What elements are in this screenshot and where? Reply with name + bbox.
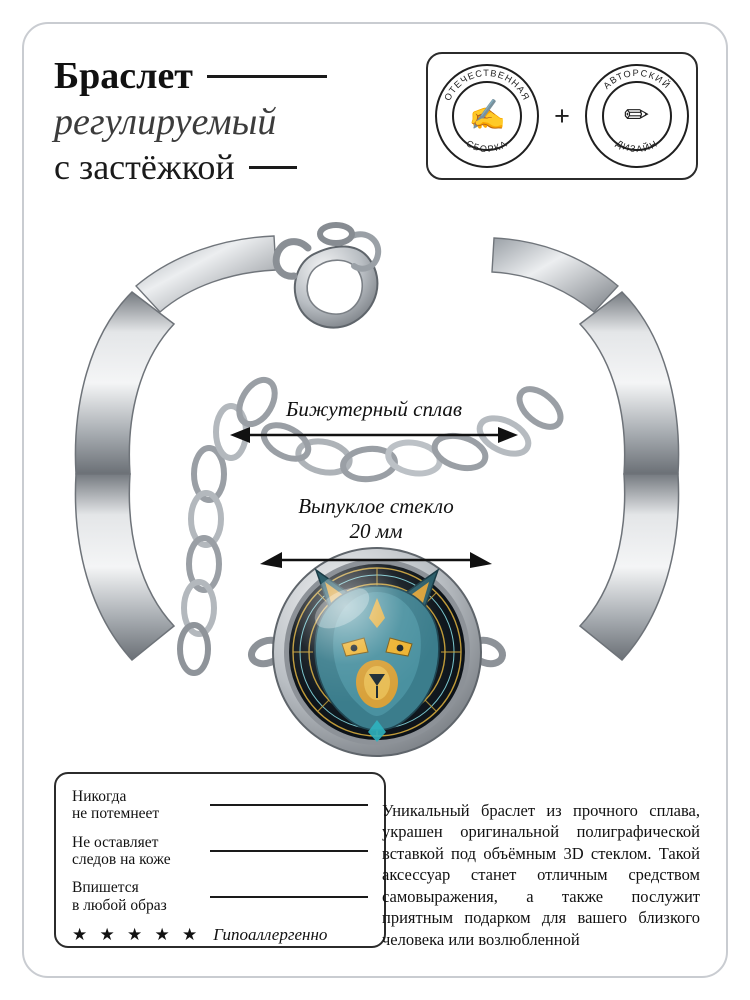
svg-text:· СБОРКА ·: · СБОРКА · bbox=[458, 133, 517, 155]
hypoallergenic-label: Гипоаллергенно bbox=[213, 925, 328, 945]
rating-row bbox=[72, 925, 368, 945]
product-card bbox=[22, 22, 728, 978]
feature-text bbox=[72, 834, 206, 869]
feature-divider bbox=[210, 804, 368, 806]
bracelet-top-left-bar bbox=[136, 236, 276, 312]
feature-line-1: Никогда bbox=[72, 788, 127, 805]
feature-text bbox=[72, 788, 206, 823]
badge-separator: + bbox=[554, 100, 570, 131]
title-adjustable: регулируемый bbox=[54, 101, 277, 143]
features-box bbox=[54, 772, 386, 948]
star-rating: ★ ★ ★ ★ ★ bbox=[72, 925, 202, 945]
feature-row bbox=[72, 788, 368, 823]
bracelet-top-right-bar bbox=[492, 238, 618, 312]
badge-author-design bbox=[585, 64, 689, 168]
product-description: Уникальный браслет из прочного сплава, украшен оригинальной полиграфической вставкой под объёмным 3D стеклом. Такой аксессуар станет отличным средством самовыражения, а также послужит приятным подарком для вашего близкого человека или возлюбленной bbox=[382, 800, 700, 949]
title-bracelet: Браслет bbox=[54, 55, 193, 97]
svg-text:ОТЕЧЕСТВЕННАЯ: ОТЕЧЕСТВЕННАЯ bbox=[442, 67, 532, 103]
feature-line-2: следов на коже bbox=[72, 851, 171, 869]
callout-glass-label: Выпуклое стекло bbox=[298, 494, 454, 518]
callout-glass-size: 20 мм bbox=[349, 519, 403, 543]
feature-divider bbox=[210, 850, 368, 852]
lobster-clasp bbox=[276, 225, 378, 328]
callout-glass bbox=[252, 494, 500, 579]
callout-alloy-arrow bbox=[224, 422, 524, 448]
bracelet-illustration bbox=[24, 174, 730, 784]
page-title bbox=[54, 54, 454, 188]
feature-line-2: в любой образ bbox=[72, 896, 167, 914]
product-image bbox=[24, 174, 730, 784]
bracelet-right-band bbox=[580, 292, 679, 660]
badges-container bbox=[426, 52, 698, 180]
feature-row bbox=[72, 879, 368, 914]
callout-alloy-label: Бижутерный сплав bbox=[286, 397, 462, 421]
bracelet-left-band bbox=[75, 292, 174, 660]
cabochon-setting bbox=[273, 548, 481, 756]
svg-text:АВТОРСКИЙ: АВТОРСКИЙ bbox=[600, 67, 673, 91]
badge-domestic-assembly bbox=[435, 64, 539, 168]
title-rule-3 bbox=[249, 166, 297, 169]
title-rule-1 bbox=[207, 75, 327, 78]
title-line-2 bbox=[54, 100, 454, 144]
feature-line-1: Не оставляет bbox=[72, 833, 159, 851]
feature-divider bbox=[210, 896, 368, 898]
title-line-1 bbox=[54, 54, 454, 98]
hand-assembly-icon: ✍ bbox=[468, 99, 507, 132]
callout-glass-arrow bbox=[252, 548, 500, 574]
feature-text bbox=[72, 879, 206, 914]
feature-line-1: Впишется bbox=[72, 879, 139, 897]
feature-row bbox=[72, 834, 368, 869]
callout-alloy bbox=[224, 397, 524, 453]
title-with-clasp: с застёжкой bbox=[54, 147, 235, 187]
compass-pen-icon: ✏ bbox=[624, 99, 650, 132]
glass-dome-highlight bbox=[289, 564, 465, 740]
svg-text:· ДИЗАЙН ·: · ДИЗАЙН · bbox=[607, 133, 666, 155]
feature-line-2: не потемнеет bbox=[72, 805, 160, 823]
